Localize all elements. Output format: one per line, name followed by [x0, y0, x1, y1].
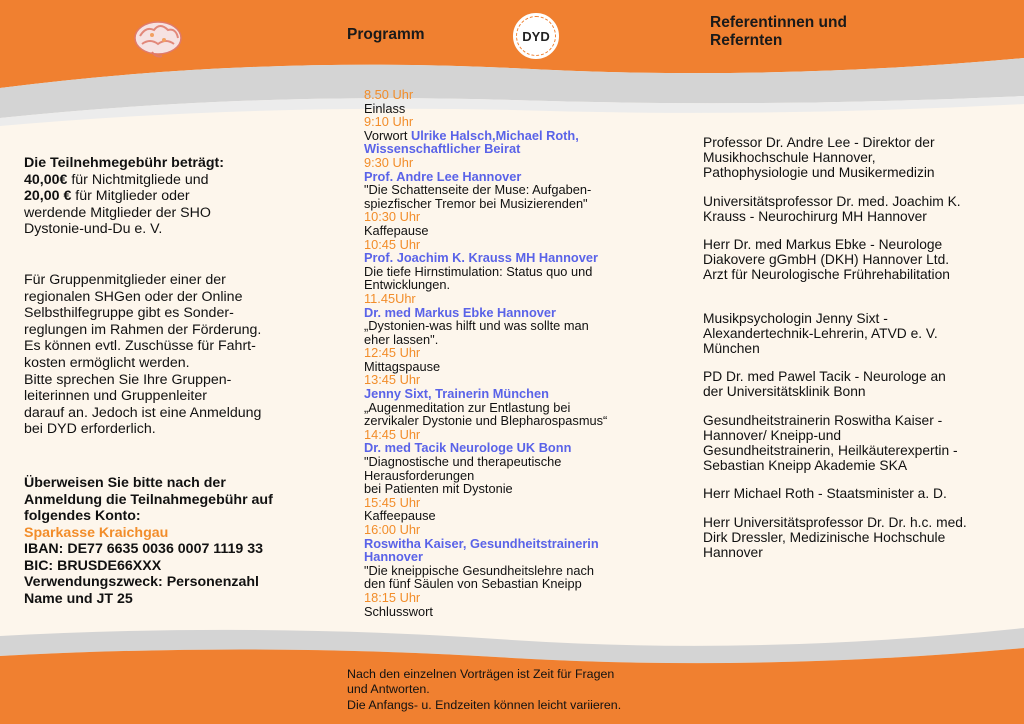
program-item: Mittagspause [364, 358, 441, 374]
dyd-logo-text: DYD [522, 28, 550, 44]
program-speaker: Roswitha Kaiser, Gesundheitstrainerin [364, 535, 599, 551]
group-line: Für Gruppenmitglieder einer der [24, 271, 226, 288]
program-time: 8.50 Uhr [364, 87, 414, 102]
footer-line: Nach den einzelnen Vorträgen ist Zeit für Fragen [347, 667, 615, 681]
fee-line-3: werdende Mitglieder der SHO [24, 204, 211, 221]
brain-logo-icon [132, 18, 184, 60]
program-talk: eher lassen". [364, 331, 439, 347]
program-time: 9:30 Uhr [364, 154, 414, 170]
program-item: Einlass [364, 100, 406, 116]
program-item: Kaffepause [364, 222, 429, 238]
fee-line-1 [24, 172, 314, 189]
program-talk: „Dystonien-was hilft und was sollte man [364, 318, 589, 334]
program-time: 16:00 Uhr [364, 522, 421, 537]
program-time: 9:10 Uhr [364, 114, 414, 130]
referent-entry [703, 237, 1013, 283]
group-paragraph [24, 272, 314, 438]
transfer-line: folgendes Konto: [24, 508, 141, 525]
program-talk: „Augenmeditation zur Entlastung bei [364, 399, 571, 415]
group-line: Es können evtl. Zuschüsse für Fahrt- [24, 338, 256, 355]
referent-line: Herr Dr. med Markus Ebke - Neurologe [703, 237, 943, 253]
referent-line: Musikhochschule Hannover, [703, 150, 876, 166]
program-item: Schlusswort [364, 603, 433, 619]
referent-line: Sebastian Kneipp Akademie SKA [703, 458, 908, 474]
program-talk: Herausforderungen [364, 467, 475, 483]
referent-entry [703, 194, 1013, 224]
program-talk: den fünf Säulen von Sebastian Kneipp [364, 576, 582, 592]
group-line: kosten ermöglicht werden. [24, 354, 190, 371]
group-line: Bitte sprechen Sie Ihre Gruppen- [24, 371, 232, 388]
program-talk: Die tiefe Hirnstimulation: Status quo und [364, 263, 593, 279]
program-talk: zervikaler Dystonie und Blepharospasmus“ [364, 413, 608, 429]
group-line: reglungen im Rahmen der Förderung. [24, 321, 262, 338]
referents-column [703, 135, 1013, 573]
referents-title-line2: Refernten [710, 32, 783, 49]
referent-entry [703, 413, 1013, 474]
group-line: bei DYD erforderlich. [24, 421, 156, 438]
group-line: regionalen SHGen oder der Online [24, 288, 243, 305]
program-column [364, 88, 664, 618]
program-talk: bei Patienten mit Dystonie [364, 481, 513, 497]
fee-amount-nonmember: 40,00€ [24, 171, 68, 188]
referent-line: Universitätsprofessor Dr. med. Joachim K. [703, 193, 961, 209]
program-speaker: Ulrike Halsch,Michael Roth, [410, 127, 579, 143]
referent-entry [703, 311, 1013, 357]
referent-entry [703, 515, 1013, 561]
left-column [24, 155, 314, 608]
fee-line-4: Dystonie-und-Du e. V. [24, 221, 163, 238]
program-talk: "Die kneippische Gesundheitslehre nach [364, 562, 595, 578]
program-time: 11.45Uhr [364, 290, 416, 306]
referent-line: Professor Dr. Andre Lee - Direktor der [703, 135, 935, 150]
program-time: 14:45 Uhr [364, 426, 421, 442]
program-time: 15:45 Uhr [364, 494, 421, 510]
program-title: Programm [347, 26, 425, 43]
program-time: 10:45 Uhr [364, 236, 421, 252]
program-speaker: Hannover [364, 549, 424, 565]
referent-line: Herr Michael Roth - Staatsminister a. D. [703, 486, 947, 502]
referent-line: Diakovere gGmbH (DKH) Hannover Ltd. [703, 252, 950, 268]
fee-heading: Die Teilnehmegebühr beträgt: [24, 155, 224, 171]
program-speaker: Dr. med Markus Ebke Hannover [364, 304, 557, 320]
program-speaker: Dr. med Tacik Neurologe UK Bonn [364, 440, 572, 456]
referent-line: Hannover/ Kneipp-und [703, 427, 842, 443]
program-time: 18:15 Uhr [364, 589, 421, 605]
transfer-line: Anmeldung die Teilnahmegebühr auf [24, 491, 273, 508]
program-speaker: Prof. Andre Lee Hannover [364, 168, 522, 184]
program-time: 12:45 Uhr [364, 345, 421, 361]
referent-line: der Universitätsklinik Bonn [703, 384, 866, 400]
program-item [364, 129, 664, 143]
referent-entry [703, 369, 1013, 399]
transfer-paragraph [24, 475, 314, 608]
referent-line: Arzt für Neurologische Frührehabilitation [703, 267, 950, 283]
referent-line: Herr Universitätsprofessor Dr. Dr. h.c. med. [703, 514, 967, 530]
fee-text-member: für Mitglieder oder [71, 188, 190, 205]
referent-line: München [703, 341, 760, 357]
purpose-line-2: Name und JT 25 [24, 591, 133, 608]
referent-line: Pathophysiologie und Musikermedizin [703, 165, 935, 181]
transfer-line: Überweisen Sie bitte nach der [24, 474, 226, 491]
program-item-label: Vorwort [364, 127, 411, 143]
fee-amount-member: 20,00 € [24, 188, 72, 205]
purpose-line-1: Verwendungszweck: Personenzahl [24, 574, 259, 591]
iban: IBAN: DE77 6635 0036 0007 1119 33 [24, 541, 264, 558]
group-line: darauf an. Jedoch ist eine Anmeldung [24, 404, 262, 421]
program-item: Kaffeepause [364, 508, 436, 524]
program-talk: "Diagnostische und therapeutische [364, 454, 562, 470]
group-line: leiterinnen und Gruppenleiter [24, 388, 207, 405]
program-speaker: Jenny Sixt, Trainerin München [364, 386, 549, 402]
referent-line: Gesundheitstrainerin, Heilkäuterexpertin - [703, 443, 958, 459]
referent-line: Gesundheitstrainerin Roswitha Kaiser - [703, 412, 943, 428]
fee-line-2 [24, 188, 314, 205]
program-speaker: Prof. Joachim K. Krauss MH Hannover [364, 250, 598, 266]
program-talk: spiezfischer Tremor bei Musizierenden" [364, 195, 588, 211]
bic: BIC: BRUSDE66XXX [24, 557, 162, 574]
program-talk: Entwicklungen. [364, 277, 451, 293]
program-talk: "Die Schattenseite der Muse: Aufgaben- [364, 182, 592, 198]
program-time: 13:45 Uhr [364, 372, 421, 388]
bank-name: Sparkasse Kraichgau [24, 524, 169, 541]
referent-line: Dirk Dressler, Medizinische Hochschule [703, 529, 946, 545]
referents-title-line1: Referentinnen und [710, 14, 847, 31]
referent-entry [703, 135, 1013, 181]
referent-line: PD Dr. med Pawel Tacik - Neurologe an [703, 369, 946, 385]
program-time: 10:30 Uhr [364, 209, 421, 225]
footer-note [347, 667, 727, 713]
dyd-logo [510, 10, 562, 62]
footer-line: und Antworten. [347, 682, 430, 697]
footer-line: Die Anfangs- u. Endzeiten können leicht variieren. [347, 697, 622, 712]
referent-line: Alexandertechnik-Lehrerin, ATVD e. V. [703, 325, 938, 341]
referent-line: Krauss - Neurochirurg MH Hannover [703, 208, 927, 224]
referent-line: Hannover [703, 545, 763, 561]
referent-line: Musikpsychologin Jenny Sixt - [703, 310, 888, 326]
group-line: Selbsthilfegruppe gibt es Sonder- [24, 305, 234, 322]
fee-text-nonmember: für Nichtmitgliede und [67, 171, 209, 188]
program-speaker: Wissenschaftlicher Beirat [364, 141, 521, 157]
referent-entry [703, 486, 1013, 501]
referents-title [710, 14, 847, 50]
